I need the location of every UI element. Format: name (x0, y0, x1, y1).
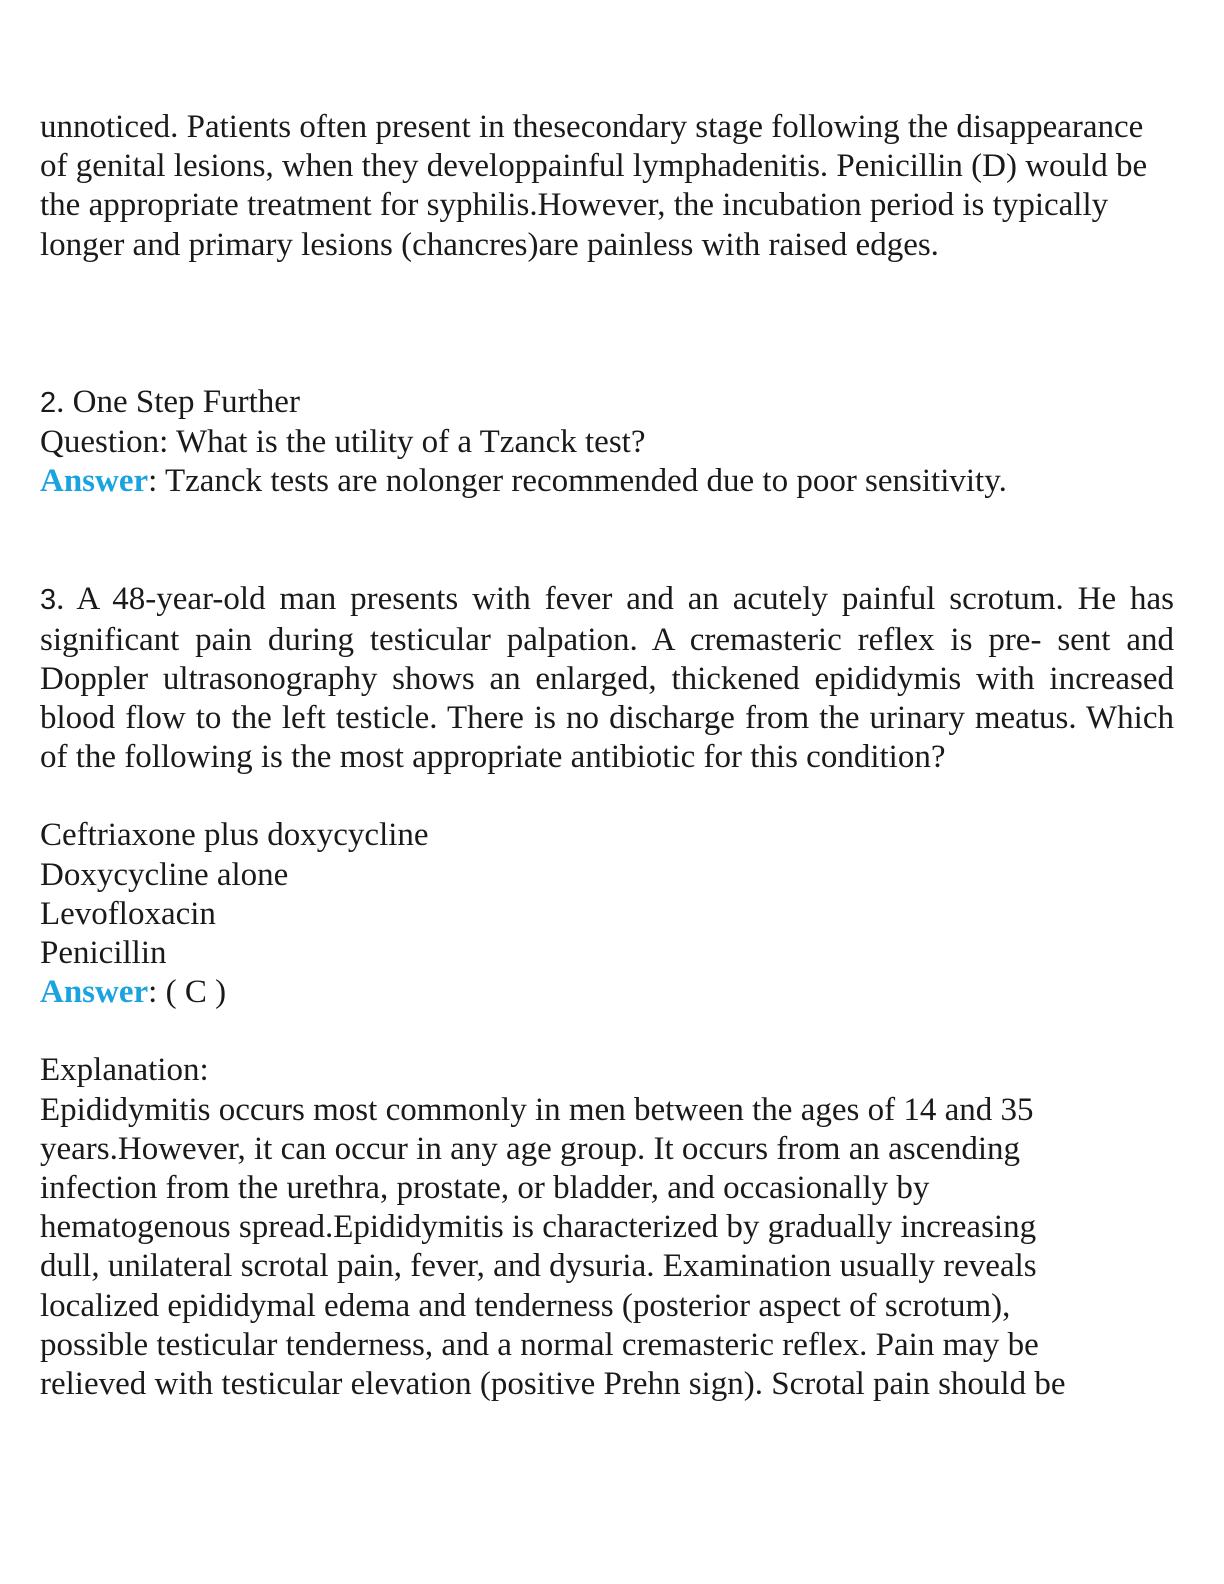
q3-option-c: Levofloxacin (40, 895, 216, 932)
q2-heading (40, 383, 1174, 423)
explanation-line: infection from the urethra, prostate, or bladder, and occasionally by (40, 1170, 930, 1207)
q3-number: 3 (40, 584, 57, 617)
q2-answer-label: Answer (40, 463, 149, 500)
explanation-line: dull, unilateral scrotal pain, fever, and dysuria. Examination usually reveals (40, 1248, 1037, 1285)
explanation-line: hematogenous spread.Epididymitis is characterized by gradually increasing (40, 1209, 1037, 1246)
q1-explanation-continuation: unnoticed. Patients often present in thesecondary stage following the disappearance of genital lesions, when they developpainful lymphadenitis. Penicillin (D) would be the appropriate treatment for syphilis.However, the incubation period is typically longer and primary lesions (chancres)are painless with raised edges. (40, 109, 1148, 263)
q3-option-d: Penicillin (40, 935, 167, 972)
explanation-line: years.However, it can occur in any age group. It occurs from an ascending (40, 1130, 1021, 1167)
q2-number: 2 (40, 386, 57, 419)
q3-answer (40, 973, 1174, 1012)
explanation-line: relieved with testicular elevation (positive Prehn sign). Scrotal pain should be (40, 1366, 1066, 1403)
q3-stem (40, 580, 1174, 777)
document-page (40, 108, 1174, 1404)
q3-option-b: Doxycycline alone (40, 856, 289, 893)
q2-title: . One Step Further (56, 383, 300, 420)
q2-question: Question: What is the utility of a Tzanck test? (40, 424, 646, 461)
explanation-line: localized epididymal edema and tenderness (posterior aspect of scrotum), (40, 1287, 1011, 1324)
explanation-line: Epididymitis occurs most commonly in men between the ages of 14 and 35 (40, 1091, 1034, 1128)
q3-answer-label: Answer (40, 974, 149, 1011)
q2-answer-text: : Tzanck tests are nolonger recommended due to poor sensitivity. (148, 463, 1007, 500)
q2-answer (40, 462, 1174, 501)
q3-explanation-heading: Explanation: (40, 1052, 209, 1089)
q3-explanation-body (40, 1091, 1174, 1405)
q3-options (40, 816, 1174, 973)
q3-option-a: Ceftriaxone plus doxycycline (40, 817, 429, 854)
q3-answer-text: : ( C ) (148, 974, 227, 1011)
q3-stem-text: . A 48-year-old man presents with fever and an acutely painful scrotum. He has significant pain during testicular palpation. A cremasteric reflex is pre- sent and Doppler ultrasonography shows an enlarged, thickened epididymis with increased blood flow to the left testicle. There is no discharge from the urinary meatus. Which of the following is the most appropriate antibiotic for this condition? (40, 581, 1174, 776)
explanation-line: possible testicular tenderness, and a normal cremasteric reflex. Pain may be (40, 1326, 1039, 1363)
